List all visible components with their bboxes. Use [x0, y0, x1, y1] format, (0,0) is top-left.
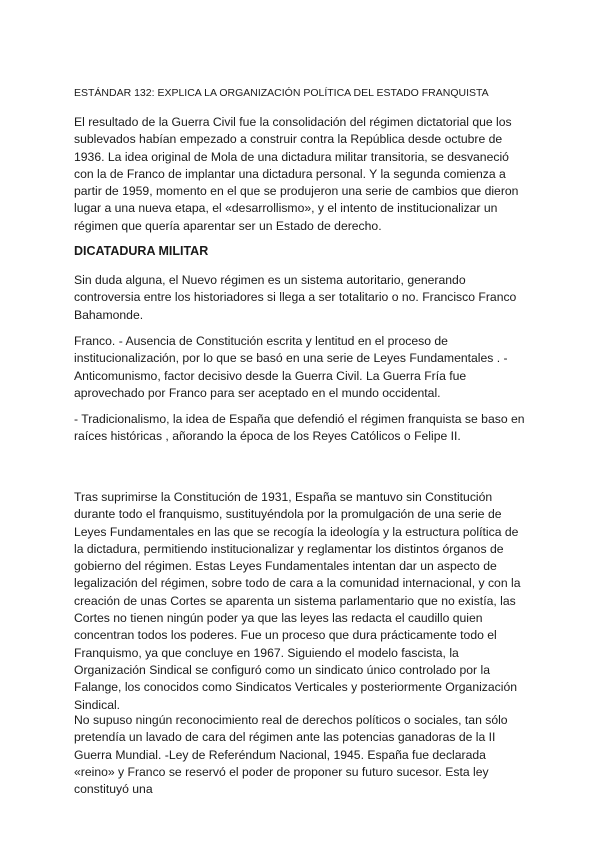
standard-title: ESTÁNDAR 132: EXPLICA LA ORGANIZACIÓN POLÍTICA DEL ESTADO FRANQUISTA: [74, 87, 489, 99]
paragraph-5: No supuso ningún reconocimiento real de derechos políticos o sociales, tan sólo pretendía un lavado de cara del régimen ante las potencias ganadoras de la II Guerra Mundial. -Ley de Referéndum Nacional, 1945. España fue declarada «reino» y Franco se reservó el poder de proponer su futuro sucesor. Esta ley constituyó una: [74, 713, 508, 797]
section-title: DICATADURA MILITAR: [74, 244, 209, 258]
paragraph-1: Sin duda alguna, el Nuevo régimen es un sistema autoritario, generando controversia entre los historiadores si llega a ser totalitario o no. Francisco Franco Bahamonde.: [74, 273, 517, 322]
paragraph-3: - Tradicionalismo, la idea de España que defendió el régimen franquista se baso en raíces históricas , añorando la época de los Reyes Católicos o Felipe II.: [74, 412, 525, 444]
paragraph-4: Tras suprimirse la Constitución de 1931, España se mantuvo sin Constitución durante todo el franquismo, sustituyéndola por la promulgación de una serie de Leyes Fundamentales en las que se recogía la ideología y la estructura política de la dictadura, permitiendo institucionalizar y reglamentar los distintos órganos de gobierno del régimen. Estas Leyes Fundamentales intentan dar un aspecto de legalización del régimen, sobre todo de cara a la comunidad internacional, y con la creación de unas Cortes se aparenta un sistema parlamentario que no existía, las Cortes no tienen ningún poder ya que las leyes las redacta el caudillo quien concentran todos los poderes. Fue un proceso que dura prácticamente todo el Franquismo, ya que concluye en 1967. Siguiendo el modelo fascista, la Organización Sindical se configuró como un sindicato único controlado por la Falange, los conocidos como Sindicatos Verticales y posteriormente Organización Sindical.: [74, 490, 521, 712]
paragraph-2: Franco. - Ausencia de Constitución escrita y lentitud en el proceso de institucionalización, por lo que se basó en una serie de Leyes Fundamentales . - Anticomunismo, factor decisivo desde la Guerra Civil. La Guerra Fría fue aprovechado por Franco para ser aceptado en el mundo occidental.: [74, 334, 508, 400]
intro-paragraph: El resultado de la Guerra Civil fue la consolidación del régimen dictatorial que los sublevados habían empezado a construir contra la República desde octubre de 1936. La idea original de Mola de una dictadura militar transitoria, se desvaneció con la de Franco de implantar una dictadura personal. Y la segunda comienza a partir de 1959, momento en el que se produjeron una serie de cambios que dieron lugar a una nueva etapa, el «desarrollismo», y el intento de institucionalizar un régimen que quería aparentar ser un Estado de derecho.: [74, 115, 519, 233]
